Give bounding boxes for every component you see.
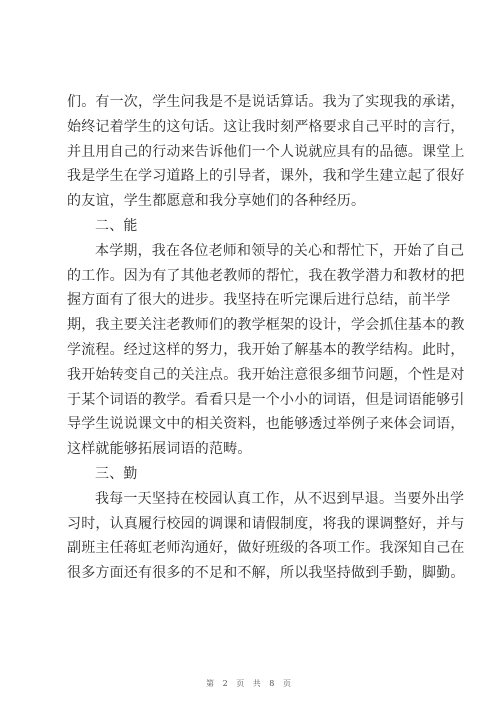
heading-qin: 三、勤 xyxy=(95,465,138,482)
paragraph-neng-line: 的工作。因为有了其他老教师的帮忙，我在教学潜力和教材的把 xyxy=(67,267,465,284)
paragraph-continuation-line: 的友谊，学生都愿意和我分享她们的各种经历。 xyxy=(67,193,366,210)
paragraph-qin-line: 很多方面还有很多的不足和不解，所以我坚持做到手勤，脚勤。 xyxy=(67,565,465,582)
paragraph-neng-line: 本学期，我在各位老师和领导的关心和帮忙下，开始了自己 xyxy=(95,242,465,259)
document-body xyxy=(67,90,465,586)
paragraph-neng-line: 我开始转变自己的关注点。我开始注意很多细节问题，个性是对 xyxy=(67,366,465,383)
paragraph-neng-line: 于某个词语的教学。看看只是一个小小的词语，但是词语能够引 xyxy=(67,391,465,408)
paragraph-neng-line: 导学生说说课文中的相关资料，也能够透过举例子来体会词语， xyxy=(67,416,465,433)
paragraph-neng-line: 这样就能够拓展词语的范畴。 xyxy=(67,441,252,458)
paragraph-qin-line: 我每一天坚持在校园认真工作，从不迟到早退。当要外出学 xyxy=(95,490,465,507)
paragraph-continuation-line: 始终记着学生的这句话。这让我时刻严格要求自己平时的言行， xyxy=(67,118,465,135)
heading-neng: 二、能 xyxy=(95,217,138,234)
paragraph-neng-line: 期，我主要关注老教师们的教学框架的设计，学会抓住基本的教 xyxy=(67,317,465,334)
paragraph-neng-line: 学流程。经过这样的努力，我开始了解基本的教学结构。此时， xyxy=(67,341,465,358)
paragraph-qin-line: 副班主任蒋虹老师沟通好，做好班级的各项工作。我深知自己在 xyxy=(67,540,465,557)
paragraph-continuation-line: 并且用自己的行动来告诉他们一个人说就应具有的品德。课堂上 xyxy=(67,143,465,160)
paragraph-continuation-line: 们。有一次，学生问我是不是说话算话。我为了实现我的承诺， xyxy=(67,94,465,110)
paragraph-continuation-line: 我是学生在学习道路上的引导者，课外，我和学生建立起了很好 xyxy=(67,168,465,185)
paragraph-qin-line: 习时，认真履行校园的调课和请假制度，将我的课调整好，并与 xyxy=(67,515,465,532)
paragraph-neng-line: 握方面有了很大的进步。我坚持在听完课后进行总结，前半学 xyxy=(67,292,451,309)
page-number-footer: 第 2 页 共 8 页 xyxy=(206,679,294,688)
